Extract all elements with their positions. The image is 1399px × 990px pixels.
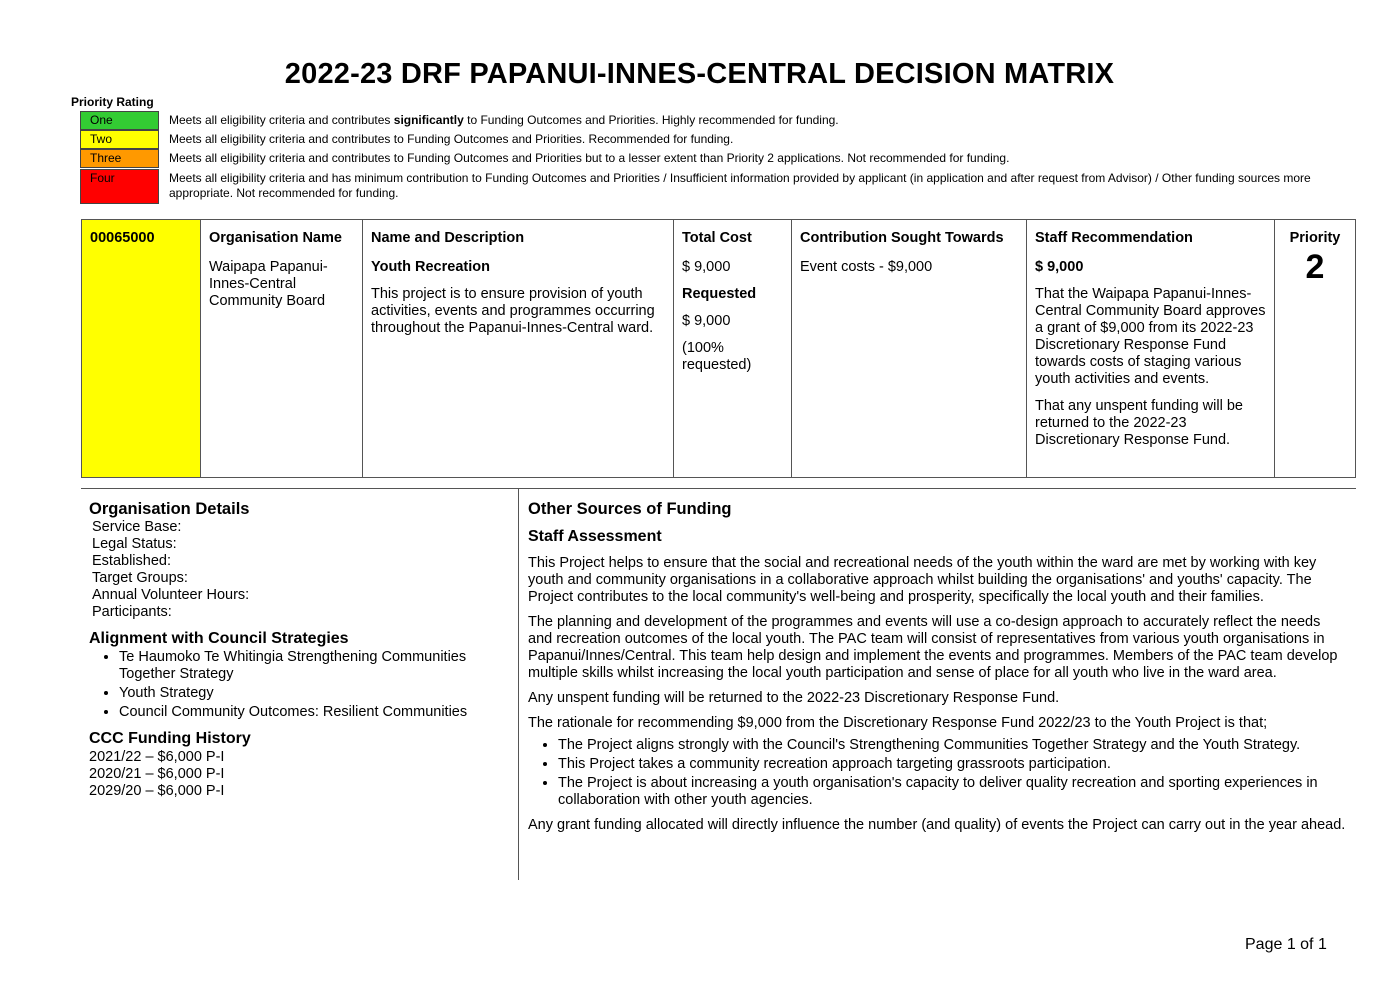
organisation-name-header: Organisation Name <box>209 230 342 246</box>
staff-assessment-heading: Staff Assessment <box>528 528 662 545</box>
staff-recommendation-text-1: That the Waipapa Papanui-Innes-Central Community Board approves a grant of $9,000 from its 2022-23 Discretionary Response Fund towards costs of staging various youth activities and events. <box>1035 286 1266 387</box>
assessment-paragraph-4: The rationale for recommending $9,000 from the Discretionary Response Fund 2022/23 to the Youth Project is that; <box>528 715 1268 731</box>
requested-percent: (100% requested) <box>682 340 752 373</box>
other-sources-heading: Other Sources of Funding <box>528 500 732 518</box>
right-assessment-column <box>528 499 1348 834</box>
list-item: • This Project takes a community recreation approach targeting grassroots participation. <box>558 756 1348 773</box>
requested-label: Requested <box>682 286 757 302</box>
legend-text-four: Meets all eligibility criteria and has minimum contribution to Funding Outcomes and Priorities / Insufficient information provided by applicant (in application and after request from Advisor) / Other funding sources more appropriate. Not recommended for funding. <box>169 171 1311 200</box>
staff-recommendation-text-2: That any unspent funding will be returned to the 2022-23 Discretionary Response Fund. <box>1035 398 1243 448</box>
priority-legend <box>80 111 1320 205</box>
alignment-list <box>89 649 509 721</box>
application-id-cell <box>82 220 201 477</box>
assessment-paragraph-3: Any unspent funding will be returned to the 2022-23 Discretionary Response Fund. <box>528 690 1060 706</box>
funding-history-list <box>89 749 509 800</box>
legend-text-three: Meets all eligibility criteria and contributes to Funding Outcomes and Priorities but to a lesser extent than Priority 2 applications. Not recommended for funding. <box>169 151 1010 165</box>
detail-service-base: Service Base: <box>92 519 182 535</box>
legend-row-four <box>80 169 1320 205</box>
alignment-heading: Alignment with Council Strategies <box>89 630 349 647</box>
total-cost-cell <box>674 220 792 477</box>
organisation-cell <box>201 220 363 477</box>
priority-cell <box>1275 220 1355 477</box>
project-description: This project is to ensure provision of youth activities, events and programmes occurring throughout the Papanui-Innes-Central ward. <box>371 286 655 336</box>
section-divider-vertical <box>518 488 519 880</box>
legend-text-two: Meets all eligibility criteria and contributes to Funding Outcomes and Priorities. Recommended for funding. <box>169 132 734 146</box>
contribution-value: Event costs - $9,000 <box>800 259 933 275</box>
detail-established: Established: <box>92 553 171 569</box>
requested-value: $ 9,000 <box>682 313 731 329</box>
list-item: • The Project is about increasing a youth organisation's capacity to deliver quality recreation and sporting experiences in collaboration with other youth agencies. <box>558 775 1348 809</box>
application-id: 00065000 <box>90 230 155 246</box>
organisation-details-heading: Organisation Details <box>89 500 250 518</box>
legend-swatch-four: Four <box>80 169 159 204</box>
detail-participants: Participants: <box>92 604 172 620</box>
section-divider-horizontal <box>81 488 1356 489</box>
funding-history-item: 2021/22 – $6,000 P-I <box>89 749 225 765</box>
detail-legal-status: Legal Status: <box>92 536 177 552</box>
name-description-cell <box>363 220 674 477</box>
detail-target-groups: Target Groups: <box>92 570 188 586</box>
funding-history-heading: CCC Funding History <box>89 730 251 747</box>
legend-swatch-three: Three <box>80 149 159 168</box>
legend-swatch-two: Two <box>80 130 159 149</box>
list-item: • Council Community Outcomes: Resilient Communities <box>119 704 509 721</box>
assessment-paragraph-1: This Project helps to ensure that the social and recreational needs of the youth within the ward are met by working with key youth and community organisations in a collaborative approach whilst building the organisations' and youths' capacity. The Project contributes to the local community's well-being and prosperity, specifically the local youth and their families. <box>528 555 1317 605</box>
decision-matrix-table <box>81 219 1356 478</box>
organisation-details-list <box>89 519 509 621</box>
assessment-paragraph-5: Any grant funding allocated will directly influence the number (and quality) of events the Project can carry out in the year ahead. <box>528 817 1346 833</box>
legend-swatch-one: One <box>80 111 159 130</box>
priority-value: 2 <box>1305 248 1325 286</box>
contribution-header: Contribution Sought Towards <box>800 230 1004 246</box>
priority-rating-heading: Priority Rating <box>71 95 154 109</box>
legend-row-three <box>80 149 1320 169</box>
total-cost-header: Total Cost <box>682 230 752 246</box>
funding-history-item: 2029/20 – $6,000 P-I <box>89 783 225 799</box>
rationale-list <box>528 737 1348 809</box>
total-cost-value: $ 9,000 <box>682 259 731 275</box>
staff-recommendation-cell <box>1027 220 1275 477</box>
legend-row-two <box>80 130 1320 149</box>
staff-recommendation-amount: $ 9,000 <box>1035 259 1084 275</box>
page-number: Page 1 of 1 <box>1245 936 1327 953</box>
priority-header: Priority <box>1289 230 1341 246</box>
legend-text-one: Meets all eligibility criteria and contributes significantly to Funding Outcomes and Priorities. Highly recommended for funding. <box>169 113 839 127</box>
page-title: 2022-23 DRF PAPANUI-INNES-CENTRAL DECISION MATRIX <box>284 58 1115 90</box>
list-item: • Youth Strategy <box>119 685 509 702</box>
left-details-column <box>89 499 509 800</box>
list-item: • The Project aligns strongly with the Council's Strengthening Communities Together Strategy and the Youth Strategy. <box>558 737 1348 754</box>
detail-volunteer-hours: Annual Volunteer Hours: <box>92 587 250 603</box>
name-description-header: Name and Description <box>371 230 525 246</box>
contribution-cell <box>792 220 1027 477</box>
organisation-name: Waipapa Papanui-Innes-Central Community Board <box>209 259 328 309</box>
legend-row-one <box>80 111 1320 130</box>
list-item: • Te Haumoko Te Whitingia Strengthening Communities Together Strategy <box>119 649 509 683</box>
funding-history-item: 2020/21 – $6,000 P-I <box>89 766 225 782</box>
staff-recommendation-header: Staff Recommendation <box>1035 230 1193 246</box>
project-name: Youth Recreation <box>371 259 490 275</box>
assessment-paragraph-2: The planning and development of the programmes and events will use a co-design approach to accurately reflect the needs and recreation outcomes of the local youth. The PAC team will consist of representatives from various youth organisations in Papanui/Innes/Central. This team help design and implement the events and programmes. Members of the PAC team develop multiple skills whilst increasing the local youth participation and sense of place for all youth who live in the ward area. <box>528 614 1338 681</box>
